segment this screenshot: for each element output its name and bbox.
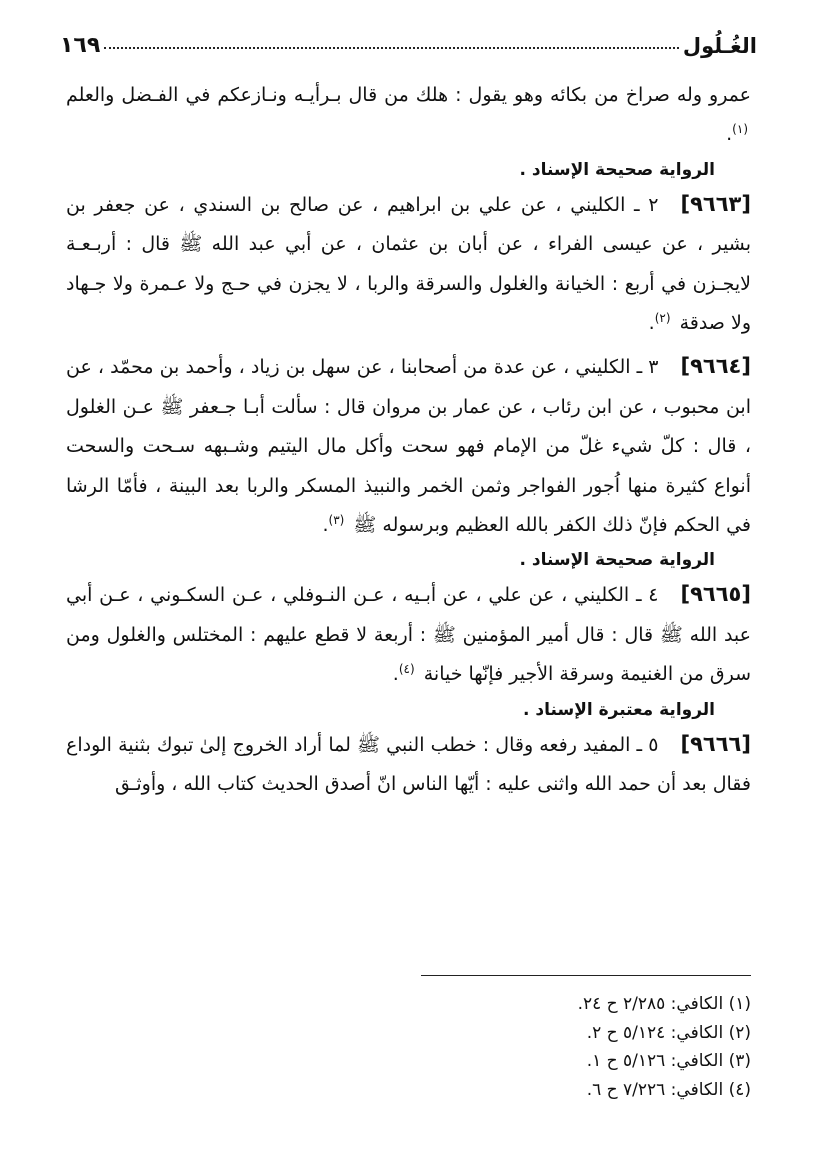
hadith-text-9663: ٢ ـ الكليني ، عن علي بن ابراهيم ، عن صالح بن السندي ، عن جعفر بن بشير ، عن عيسى الفراء ، عن أبان بن عثمان ، عن أبي عبد الله ﷺ قال : أربـعـة لايجـزن في أربع : الخيانة والغلول والسرقة والربا ، لا يجزن في حـج ولا عـمرة ولا جـهاد ولا صدقة	[66, 193, 751, 335]
page-number: ١٦٩	[60, 33, 101, 58]
footnote-4: (٤) الكافي: ٧/٢٢٦ ح ٦.	[586, 1079, 751, 1100]
hadith-9664	[66, 347, 751, 545]
chapter-title: الغُـلُول	[682, 34, 757, 58]
hadith-number-9663: [٩٦٦٣]	[680, 191, 751, 216]
hadith-text-9664: ٣ ـ الكليني ، عن عدة من أصحابنا ، عن سهل بن زياد ، وأحمد بن محمّد ، عن ابن محبوب ، عن ابن رئاب ، عن عمار بن مروان قال : سألت أبـا جـعفر ﷺ عـن الغلول ، قال : كلّ شيء غلّ من الإمام فهو سحت وأكل مال اليتيم وشـبهه سـحت والسحت أنواع كثيرة منها اُجور الفواجر وثمن الخمر والنبيذ المسكر والربا بعد البينة ، فأمّا الرشا في الحكم فإنّ ذلك الكفر بالله العظيم وبرسوله ﷺ	[66, 356, 751, 537]
footnote-ref-4[interactable]: (٤)	[398, 661, 415, 676]
intro-text: عمرو وله صراخ من بكائه وهو يقول : هلك من قال بـرأيـه ونـازعكم في الفـضل والعلم	[66, 84, 751, 106]
footnote-ref-1[interactable]: (١)	[732, 122, 748, 137]
footnote-divider	[421, 975, 751, 976]
hadith-number-9664: [٩٦٦٤]	[680, 354, 751, 379]
main-text	[66, 76, 751, 805]
grading-note-1: الرواية صحيحة الإسناد .	[519, 159, 715, 180]
hadith-end-9665: .	[392, 663, 399, 686]
grading-note-3: الرواية صحيحة الإسناد .	[519, 550, 715, 571]
hadith-end-9663: .	[648, 312, 655, 335]
footnotes	[300, 990, 751, 1104]
intro-end: .	[726, 123, 733, 146]
footnote-ref-2[interactable]: (٢)	[654, 310, 671, 325]
hadith-9666	[66, 725, 751, 805]
hadith-9663	[66, 185, 751, 344]
running-header	[60, 18, 757, 58]
intro-paragraph	[66, 76, 751, 155]
hadith-9665	[66, 575, 751, 694]
hadith-end-9664: .	[322, 514, 329, 537]
hadith-text-9665: ٤ ـ الكليني ، عن علي ، عن أبـيه ، عـن النـوفلي ، عـن السكـوني ، عـن أبي عبد الله ﷺ قال : قال أمير المؤمنين ﷺ : أربعة لا قطع عليهم : المختلس والغلول ومن سرق من الغنيمة وسرقة الأجير فإنّها خيانة	[66, 584, 751, 686]
hadith-text-9666: ٥ ـ المفيد رفعه وقال : خطب النبي ﷺ لما أراد الخروج إلىٰ تبوك بثنية الوداع فقال بعد أن حمد الله واثنى عليه : أيّها الناس انّ أصدق الحديث كتاب الله ، وأوثـق	[66, 733, 751, 796]
dotted-leader	[104, 46, 679, 49]
hadith-number-9665: [٩٦٦٥]	[680, 582, 751, 607]
footnote-2: (٢) الكافي: ٥/١٢٤ ح ٢.	[586, 1022, 751, 1043]
grading-note-4: الرواية معتبرة الإسناد .	[523, 699, 715, 720]
footnote-1: (١) الكافي: ٢/٢٨٥ ح ٢٤.	[577, 994, 751, 1014]
footnote-3: (٣) الكافي: ٥/١٢٦ ح ١.	[586, 1051, 751, 1071]
hadith-number-9666: [٩٦٦٦]	[680, 731, 751, 756]
footnote-ref-3[interactable]: (٣)	[328, 512, 345, 527]
